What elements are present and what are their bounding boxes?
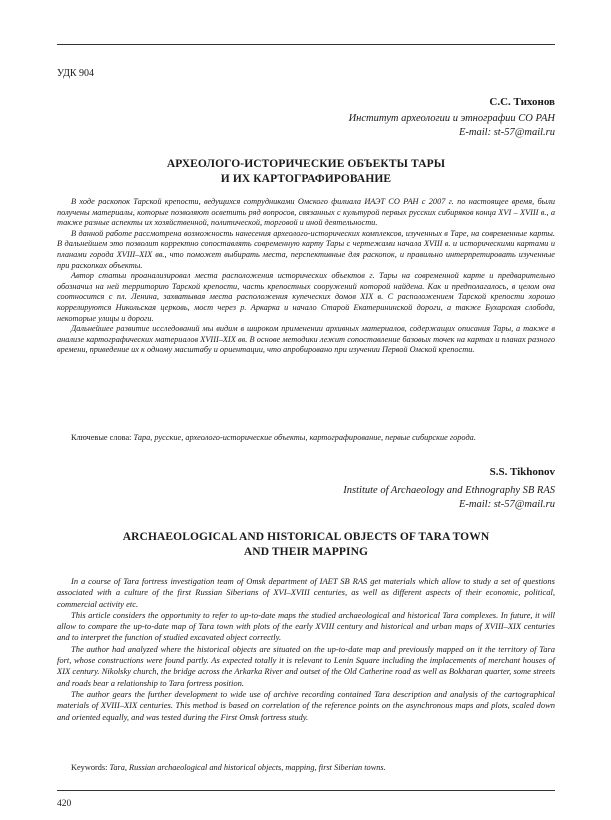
en-email: E-mail: st-57@mail.ru <box>459 499 555 510</box>
ru-institute: Институт археологии и этнографии СО РАН <box>348 113 555 124</box>
ru-title-line2: И ИХ КАРТОГРАФИРОВАНИЕ <box>220 173 392 185</box>
ru-paragraph-2: В данной работе рассмотрена возможность нанесения археолого-исторических комплексов, изученных в Таре, на современные карты. В дальнейшем это позволит корректно сопоставлять современную карту Тары с чертежами начала XVIII в. и историческими картами и планами города XVIII–XIX вв., что поможет выбирать места, перспективные для раскопок, и правильно интерпретировать изученные при раскопках объекты. <box>57 228 555 270</box>
ru-email: E-mail: st-57@mail.ru <box>459 127 555 138</box>
en-keywords-text: Tara, Russian archaeological and historical objects, mapping, first Siberian towns. <box>109 763 386 772</box>
ru-paragraph-1: В ходе раскопок Тарской крепости, ведущихся сотрудниками Омского филиала ИАЭТ СО РАН с 2007 г. по настоящее время, были получены материалы, которые позволяют осветить ряд вопросов, связанных с культурой первых русских сибиряков конца XVI – XVIII в., а также разные аспекты их хозяйственной, политической, торговой и иной деятельности. <box>57 197 555 228</box>
en-keywords-label: Keywords: <box>71 763 108 772</box>
en-paragraph-2: This article considers the opportunity to refer to up-to-date maps the studied archaeological and historical Tara complexes. In future, it will allow to compare the up-to-date map of Tara town with plots of the early XVIII century and historical and urban maps of XVIII–XIX centuries and to interpret the function of studied excavated object correctly. <box>57 609 555 643</box>
en-paragraph-4: The author gears the further development to wide use of archive recording contained Tara description and analysis of the cartographical materials of XVIII–XIX centuries. This method is based on correlation of the reference points on the asynchronous maps and plots, scaled down and oriented equally, and was tested during the First Omsk fortress study. <box>57 688 555 722</box>
en-abstract <box>57 576 555 723</box>
en-title-line2: AND THEIR MAPPING <box>243 546 369 558</box>
en-paragraph-3: The author had analyzed where the historical objects are situated on the up-to-date map and previously mapped on it the territory of Tara fort, whose constructions were found partly. As expected totally it is relevant to Lenin Square including the implacements of merchant houses of XIX century. Nikolsky church, the bridge across the Arkarka River and outset of the Old Catherine road as well as Bokharan quarter, some streets and roads bear a relationship to Tara fortress position. <box>57 643 555 688</box>
en-paragraph-1: In a course of Tara fortress investigation team of Omsk department of IAET SB RAS get materials which allow to study a set of questions associated with a culture of the first Russian Siberians of XVI–XVIII centuries, as well as different aspects of their economic, political, commercial activity etc. <box>57 576 555 609</box>
ru-abstract <box>57 197 555 356</box>
en-keywords <box>71 762 555 773</box>
ru-paragraph-4: Дальнейшее развитие исследований мы видим в широком применении архивных материалов, содержащих описания Тары, а также в анализе картографических материалов XVIII–XIX вв. В основе методики лежит сопоставление базовых точек на картах и планах разного времени, приведение их к одному масштабу и ориентации, что апробировано при изучении Первой Омской крепости. <box>57 324 555 355</box>
udk-code: УДК 904 <box>57 68 95 79</box>
ru-keywords-text: Тара, русские, археолого-исторические объекты, картографирование, первые сибирские города. <box>133 433 476 442</box>
en-institute: Institute of Archaeology and Ethnography SB RAS <box>343 485 555 496</box>
en-title <box>57 530 555 560</box>
ru-keywords-label: Ключевые слова: <box>71 433 132 442</box>
ru-keywords <box>71 432 555 443</box>
bottom-rule <box>57 790 555 791</box>
page-number: 420 <box>57 799 72 809</box>
ru-author: С.С. Тихонов <box>489 96 555 108</box>
en-author: S.S. Tikhonov <box>489 466 555 478</box>
top-rule <box>57 44 555 45</box>
en-title-line1: ARCHAEOLOGICAL AND HISTORICAL OBJECTS OF TARA TOWN <box>122 531 490 543</box>
ru-title <box>57 157 555 187</box>
ru-paragraph-3: Автор статьи проанализировал места расположения исторических объектов г. Тары на современной карте и предварительно обозначил на ней территорию Тарской крепости, часть крепостных сооружений которой найдена. Как и предполагалось, в целом она соотносится с пл. Ленина, захватывая места расположения купеческих домов XIX в. С расположением Тарской крепости хорошо коррелируются Никольская церковь, мост через р. Аркарка и начало Старой Екатерининской дороги, а также Бухарская слобода, некоторые улицы и дороги. <box>57 271 555 323</box>
ru-title-line1: АРХЕОЛОГО-ИСТОРИЧЕСКИЕ ОБЪЕКТЫ ТАРЫ <box>166 158 446 170</box>
